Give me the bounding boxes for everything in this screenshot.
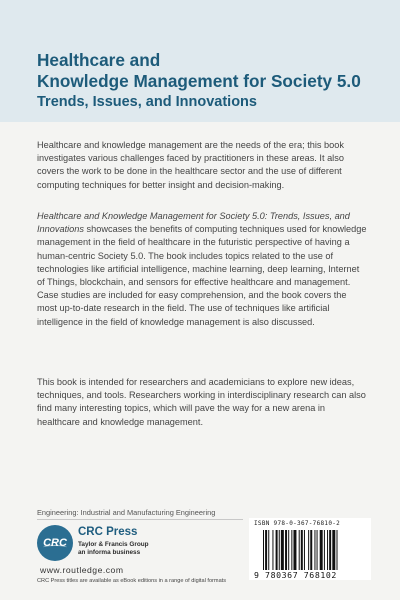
- logo-text: CRC: [43, 537, 67, 549]
- barcode-stripe: [320, 530, 323, 570]
- title-line-1: Healthcare and: [37, 50, 161, 70]
- barcode-stripe: [299, 530, 300, 570]
- barcode-stripe: [272, 530, 273, 570]
- paragraph-2-text: showcases the benefits of computing techniques used for knowledge management in the field of healthcare in the futuristic perspective of having a human-centric Society 5.0. The book includes topics related to the use of technologies like artificial intelligence, machine learning, deep learning, Internet of Things, blockchain, and sensors for effective healthcare and management. Case studies are included for easy comprehension, and the book covers the most up-to-date research in the field. The use of techniques like artificial intelligence in the field of knowledge management is also discussed.: [37, 224, 367, 327]
- description-paragraph-3: This book is intended for researchers and academicians to explore new ideas, techniques, and tools. Researchers working in interdisciplinary research can also find many interesting topics, which will pave the way for a new arena in healthcare and knowledge management.: [37, 377, 366, 427]
- series-label: Engineering: Industrial and Manufacturing Engineering: [37, 508, 216, 517]
- barcode-stripe: [263, 530, 264, 570]
- description-paragraph-1: Healthcare and knowledge management are the needs of the era; this book investigates various challenges faced by practitioners in these areas. It also covers the work to be done in the healthcare sector and the use of different computing techniques for better insight and decision-making.: [37, 140, 344, 190]
- barcode-stripe: [276, 530, 278, 570]
- book-title: [37, 50, 377, 92]
- publisher-website: www.routledge.com: [40, 565, 124, 575]
- book-subtitle: Trends, Issues, and Innovations: [37, 94, 257, 110]
- barcode-stripe: [327, 530, 328, 570]
- publisher-tagline: an informa business: [78, 549, 141, 556]
- barcode-stripe: [337, 530, 338, 570]
- isbn-text: ISBN 978-0-367-76810-2: [254, 520, 341, 527]
- crc-logo-icon: [37, 525, 73, 561]
- barcode-stripe: [304, 530, 305, 570]
- barcode-stripe: [314, 530, 315, 570]
- barcode-stripe: [324, 530, 325, 570]
- title-line-2: Knowledge Management for Society 5.0: [37, 71, 361, 91]
- barcode-stripe: [310, 530, 312, 570]
- ebook-note: CRC Press titles are available as eBook editions in a range of digital formats: [37, 578, 227, 584]
- barcode-stripe: [281, 530, 284, 570]
- barcode-stripe: [329, 530, 331, 570]
- barcode-stripe: [308, 530, 309, 570]
- barcode-stripe: [291, 530, 292, 570]
- footer-divider: [37, 519, 243, 520]
- barcode-stripe: [265, 530, 267, 570]
- barcode-stripe: [279, 530, 280, 570]
- book-title-italic: Healthcare and Knowledge Management for Society 5.0: Trends, Issues, and Innovations: [37, 211, 350, 235]
- publisher-group: Taylor & Francis Group: [78, 541, 149, 548]
- barcode-number: 9 780367 768102: [254, 570, 337, 580]
- barcode-stripe: [285, 530, 287, 570]
- barcode-stripe: [317, 530, 318, 570]
- barcode-stripe: [332, 530, 335, 570]
- barcode-stripe: [293, 530, 296, 570]
- barcode-stripe: [288, 530, 289, 570]
- barcode-stripe: [268, 530, 269, 570]
- barcode-icon: [263, 530, 369, 570]
- publisher-name: CRC Press: [78, 526, 138, 538]
- description-paragraph-2: [37, 210, 367, 329]
- barcode-stripe: [301, 530, 303, 570]
